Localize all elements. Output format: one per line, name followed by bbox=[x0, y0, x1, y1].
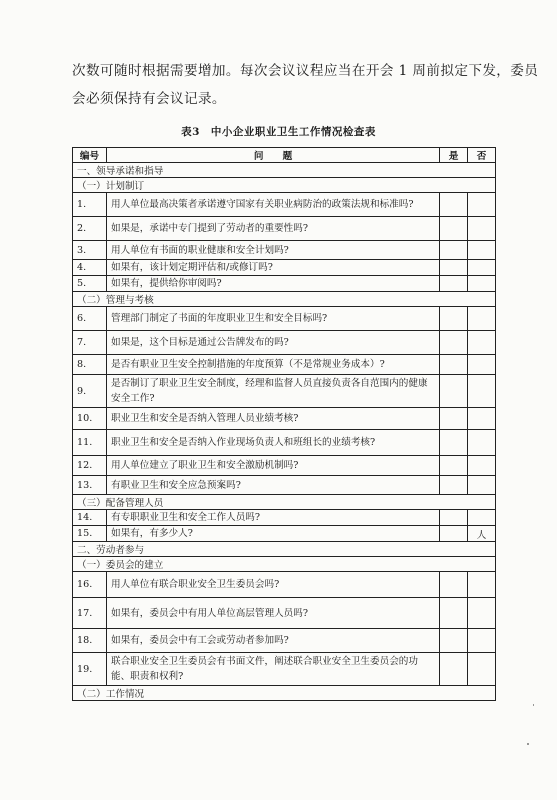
item-question: 是否制订了职业卫生安全制度，经理和监督人员直接负责各自范围内的健康安全工作? bbox=[107, 375, 440, 408]
header-question: 问 题 bbox=[107, 148, 440, 163]
table-row bbox=[73, 629, 496, 653]
yes-cell bbox=[440, 375, 468, 408]
section-row bbox=[73, 686, 496, 701]
table-row bbox=[73, 430, 496, 456]
item-number: 2. bbox=[73, 217, 107, 241]
yes-cell bbox=[440, 193, 468, 217]
yes-cell bbox=[440, 476, 468, 495]
item-number: 14. bbox=[73, 510, 107, 526]
no-cell bbox=[468, 241, 496, 260]
item-question: 如果有，该计划定期评估和/或修订吗? bbox=[107, 260, 440, 276]
no-cell bbox=[468, 355, 496, 375]
yes-cell bbox=[440, 276, 468, 292]
table-row bbox=[73, 355, 496, 375]
no-cell bbox=[468, 193, 496, 217]
item-number: 11. bbox=[73, 430, 107, 456]
section-heading: （一）委员会的建立 bbox=[73, 557, 496, 572]
section-row bbox=[73, 178, 496, 193]
section-heading: （二）工作情况 bbox=[73, 686, 496, 701]
table-row bbox=[73, 307, 496, 331]
yes-cell bbox=[440, 241, 468, 260]
table-row bbox=[73, 276, 496, 292]
table-row bbox=[73, 193, 496, 217]
item-number: 6. bbox=[73, 307, 107, 331]
yes-cell bbox=[440, 653, 468, 686]
no-cell: 人 bbox=[468, 526, 496, 542]
item-question: 如果有，委员会中有工会或劳动者参加吗? bbox=[107, 629, 440, 653]
item-question: 用人单位建立了职业卫生和安全激励机制吗? bbox=[107, 456, 440, 476]
table-row bbox=[73, 653, 496, 686]
table-title: 表3 中小企业职业卫生工作情况检查表 bbox=[181, 126, 376, 138]
no-cell bbox=[468, 307, 496, 331]
scan-speck bbox=[527, 743, 529, 745]
yes-cell bbox=[440, 629, 468, 653]
item-question: 用人单位最高决策者承诺遵守国家有关职业病防治的政策法规和标准吗? bbox=[107, 193, 440, 217]
no-cell bbox=[468, 476, 496, 495]
yes-cell bbox=[440, 260, 468, 276]
yes-cell bbox=[440, 510, 468, 526]
item-number: 17. bbox=[73, 598, 107, 629]
item-number: 7. bbox=[73, 331, 107, 355]
no-cell bbox=[468, 375, 496, 408]
section-heading: （二）管理与考核 bbox=[73, 292, 496, 307]
no-cell bbox=[468, 260, 496, 276]
no-cell bbox=[468, 276, 496, 292]
table-row bbox=[73, 456, 496, 476]
intro-line-2: 会必须保持有会议记录。 bbox=[72, 91, 226, 107]
item-number: 1. bbox=[73, 193, 107, 217]
section-row bbox=[73, 163, 496, 178]
table-row bbox=[73, 598, 496, 629]
yes-cell bbox=[440, 331, 468, 355]
item-number: 9. bbox=[73, 375, 107, 408]
item-number: 4. bbox=[73, 260, 107, 276]
no-cell bbox=[468, 510, 496, 526]
item-number: 15. bbox=[73, 526, 107, 542]
table-body bbox=[73, 163, 496, 701]
item-question: 用人单位有联合职业安全卫生委员会吗? bbox=[107, 572, 440, 598]
item-question: 如果有，委员会中有用人单位高层管理人员吗? bbox=[107, 598, 440, 629]
section-heading: （一）计划制订 bbox=[73, 178, 496, 193]
item-question: 如果是，这个目标是通过公告牌发布的吗? bbox=[107, 331, 440, 355]
item-number: 3. bbox=[73, 241, 107, 260]
item-question: 如果有，有多少人? bbox=[107, 526, 440, 542]
table-row bbox=[73, 260, 496, 276]
item-question: 用人单位有书面的职业健康和安全计划吗? bbox=[107, 241, 440, 260]
yes-cell bbox=[440, 598, 468, 629]
item-number: 19. bbox=[73, 653, 107, 686]
table-row bbox=[73, 526, 496, 542]
item-question: 职业卫生和安全是否纳入管理人员业绩考核? bbox=[107, 408, 440, 430]
section-row bbox=[73, 292, 496, 307]
no-cell bbox=[468, 217, 496, 241]
yes-cell bbox=[440, 456, 468, 476]
section-heading: 二、劳动者参与 bbox=[73, 542, 496, 557]
table-row bbox=[73, 572, 496, 598]
item-question: 有专职职业卫生和安全工作人员吗? bbox=[107, 510, 440, 526]
no-cell bbox=[468, 331, 496, 355]
table-row bbox=[73, 331, 496, 355]
section-row bbox=[73, 557, 496, 572]
no-cell bbox=[468, 653, 496, 686]
checklist-table bbox=[72, 147, 496, 701]
intro-line-1: 次数可随时根据需要增加。每次会议议程应当在开会 1 周前拟定下发，委员 bbox=[72, 63, 539, 79]
item-number: 5. bbox=[73, 276, 107, 292]
yes-cell bbox=[440, 355, 468, 375]
item-number: 12. bbox=[73, 456, 107, 476]
item-number: 10. bbox=[73, 408, 107, 430]
no-cell bbox=[468, 408, 496, 430]
section-row bbox=[73, 542, 496, 557]
table-header-row bbox=[73, 148, 496, 163]
item-number: 18. bbox=[73, 629, 107, 653]
section-heading: 一、领导承诺和指导 bbox=[73, 163, 496, 178]
item-number: 8. bbox=[73, 355, 107, 375]
header-no: 否 bbox=[468, 148, 496, 163]
intro-paragraph bbox=[72, 57, 539, 113]
item-question: 职业卫生和安全是否纳入作业现场负责人和班组长的业绩考核? bbox=[107, 430, 440, 456]
yes-cell bbox=[440, 217, 468, 241]
item-number: 16. bbox=[73, 572, 107, 598]
yes-cell bbox=[440, 572, 468, 598]
header-yes: 是 bbox=[440, 148, 468, 163]
section-row bbox=[73, 495, 496, 510]
item-question: 如果是，承诺中专门提到了劳动者的重要性吗? bbox=[107, 217, 440, 241]
table-row bbox=[73, 510, 496, 526]
item-question: 有职业卫生和安全应急预案吗? bbox=[107, 476, 440, 495]
no-cell bbox=[468, 572, 496, 598]
header-number: 编号 bbox=[73, 148, 107, 163]
no-cell bbox=[468, 430, 496, 456]
section-heading: （三）配备管理人员 bbox=[73, 495, 496, 510]
yes-cell bbox=[440, 307, 468, 331]
item-question: 管理部门制定了书面的年度职业卫生和安全目标吗? bbox=[107, 307, 440, 331]
item-question: 是否有职业卫生安全控制措施的年度预算（不是常规业务成本）? bbox=[107, 355, 440, 375]
item-question: 如果有，提供给你审阅吗? bbox=[107, 276, 440, 292]
table-row bbox=[73, 241, 496, 260]
yes-cell bbox=[440, 526, 468, 542]
table-row bbox=[73, 375, 496, 408]
scan-speck bbox=[533, 704, 534, 706]
table-row bbox=[73, 476, 496, 495]
yes-cell bbox=[440, 430, 468, 456]
item-question: 联合职业安全卫生委员会有书面文件，阐述联合职业安全卫生委员会的功能、职责和权利? bbox=[107, 653, 440, 686]
table-row bbox=[73, 217, 496, 241]
no-cell bbox=[468, 598, 496, 629]
no-cell bbox=[468, 456, 496, 476]
table-row bbox=[73, 408, 496, 430]
item-number: 13. bbox=[73, 476, 107, 495]
no-cell bbox=[468, 629, 496, 653]
yes-cell bbox=[440, 408, 468, 430]
